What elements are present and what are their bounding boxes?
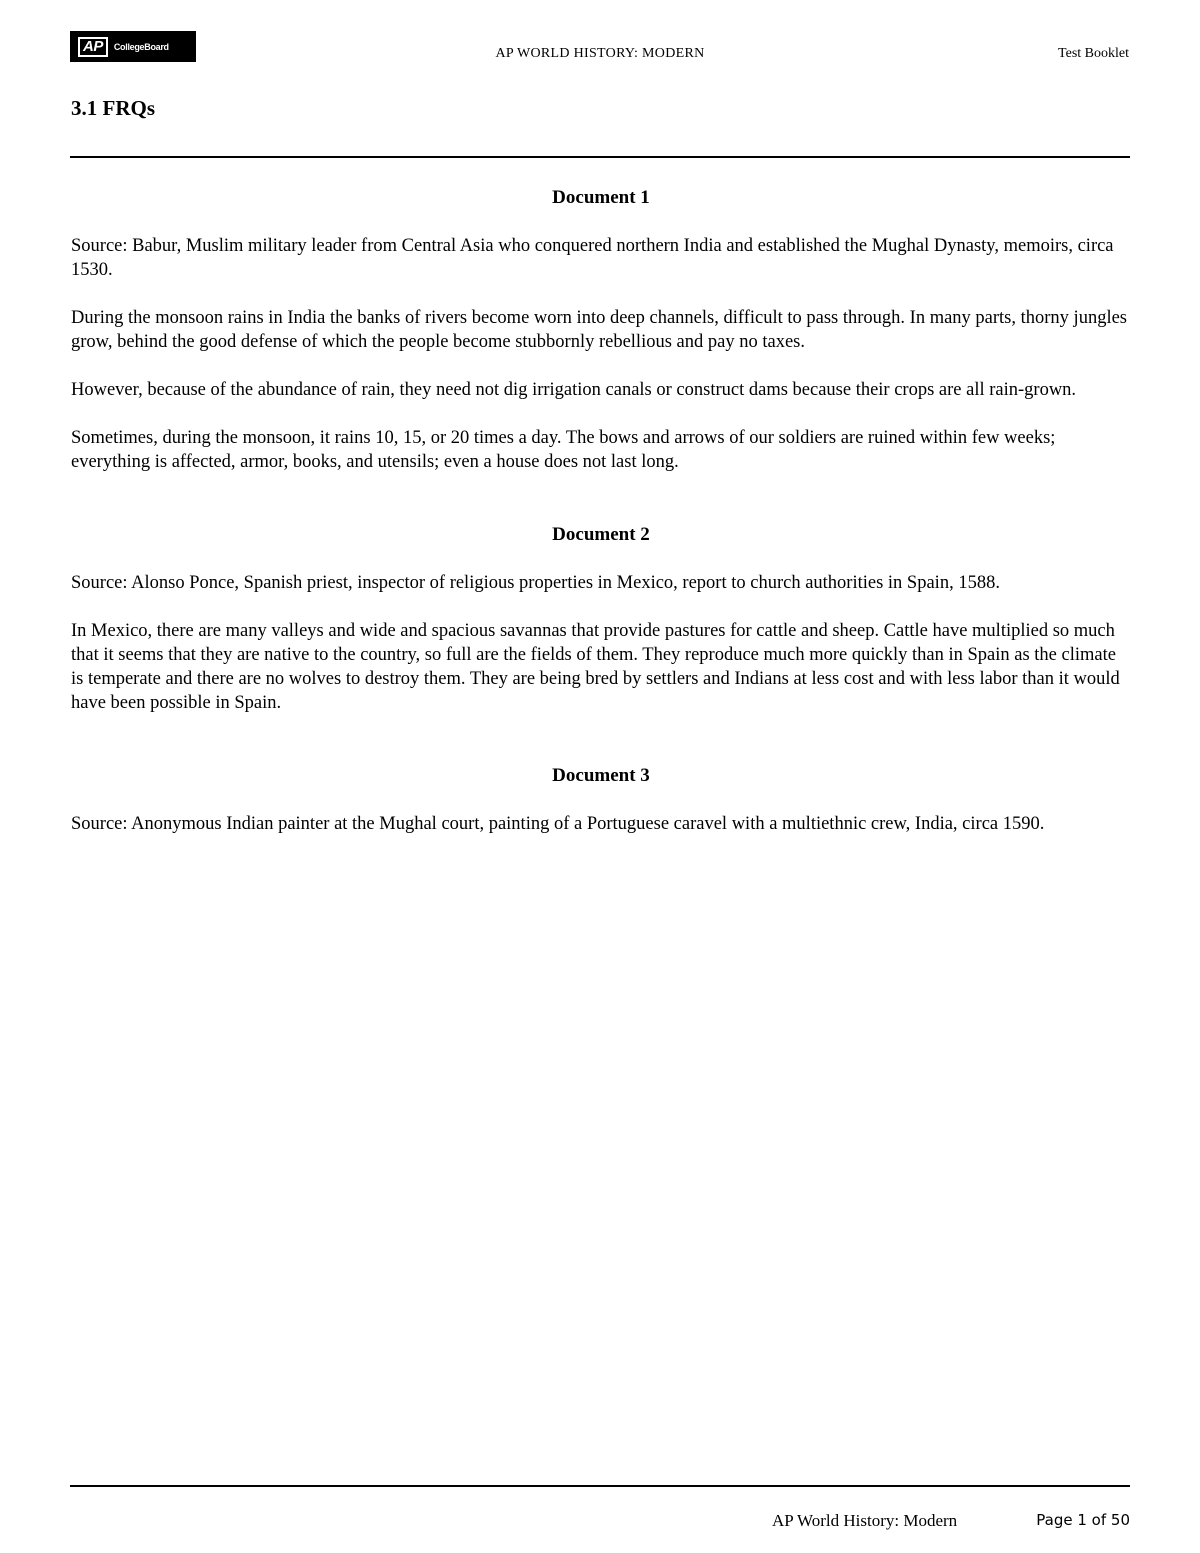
header-divider: [70, 156, 1130, 158]
footer-course-name: AP World History: Modern: [772, 1511, 958, 1530]
document-3-source: Source: Anonymous Indian painter at the Mughal court, painting of a Portuguese caravel with a multiethnic crew, India, circa 1590.: [71, 814, 1045, 834]
document-2-heading: Document 2: [552, 524, 650, 545]
document-1-paragraph: During the monsoon rains in India the banks of rivers become worn into deep channels, difficult to pass through. In many parts, thorny jungles grow, behind the good defense of which the people become stubbornly rebellious and pay no taxes.: [71, 308, 1127, 352]
document-2: [71, 523, 1131, 715]
ap-logo-mark: AP: [78, 37, 108, 57]
document-1-paragraph: Sometimes, during the monsoon, it rains 10, 15, or 20 times a day. The bows and arrows of our soldiers are ruined within few weeks; everything is affected, armor, books, and utensils; even a house does not last long.: [71, 428, 1056, 472]
document-1-heading: Document 1: [552, 187, 650, 208]
document-3-heading: Document 3: [552, 765, 650, 786]
document-1: [71, 186, 1131, 474]
footer-divider: [70, 1485, 1130, 1487]
footer-page-number: Page 1 of 50: [1036, 1511, 1130, 1529]
collegeboard-logo-text: CollegeBoard: [113, 41, 169, 52]
document-2-paragraph: In Mexico, there are many valleys and wide and spacious savannas that provide pastures for cattle and sheep. Cattle have multiplied so much that it seems that they are native to the country, so full are the fields of them. They reproduce much more quickly than in Spain as the climate is temperate and there are no wolves to destroy them. They are being bred by settlers and Indians at less cost and with less labor than it would have been possible in Spain.: [71, 621, 1120, 713]
document-1-paragraph: However, because of the abundance of rain, they need not dig irrigation canals or construct dams because their crops are all rain-grown.: [71, 380, 1077, 400]
document-1-source: Source: Babur, Muslim military leader from Central Asia who conquered northern India and established the Mughal Dynasty, memoirs, circa 1530.: [71, 236, 1114, 280]
document-3: [71, 764, 1131, 836]
document-2-source: Source: Alonso Ponce, Spanish priest, inspector of religious properties in Mexico, report to church authorities in Spain, 1588.: [71, 573, 1000, 593]
section-title: 3.1 FRQs: [71, 96, 155, 120]
header-title: AP WORLD HISTORY: MODERN: [495, 46, 705, 61]
documents-content: [71, 186, 1131, 836]
header-booklet-label: Test Booklet: [1058, 46, 1129, 61]
